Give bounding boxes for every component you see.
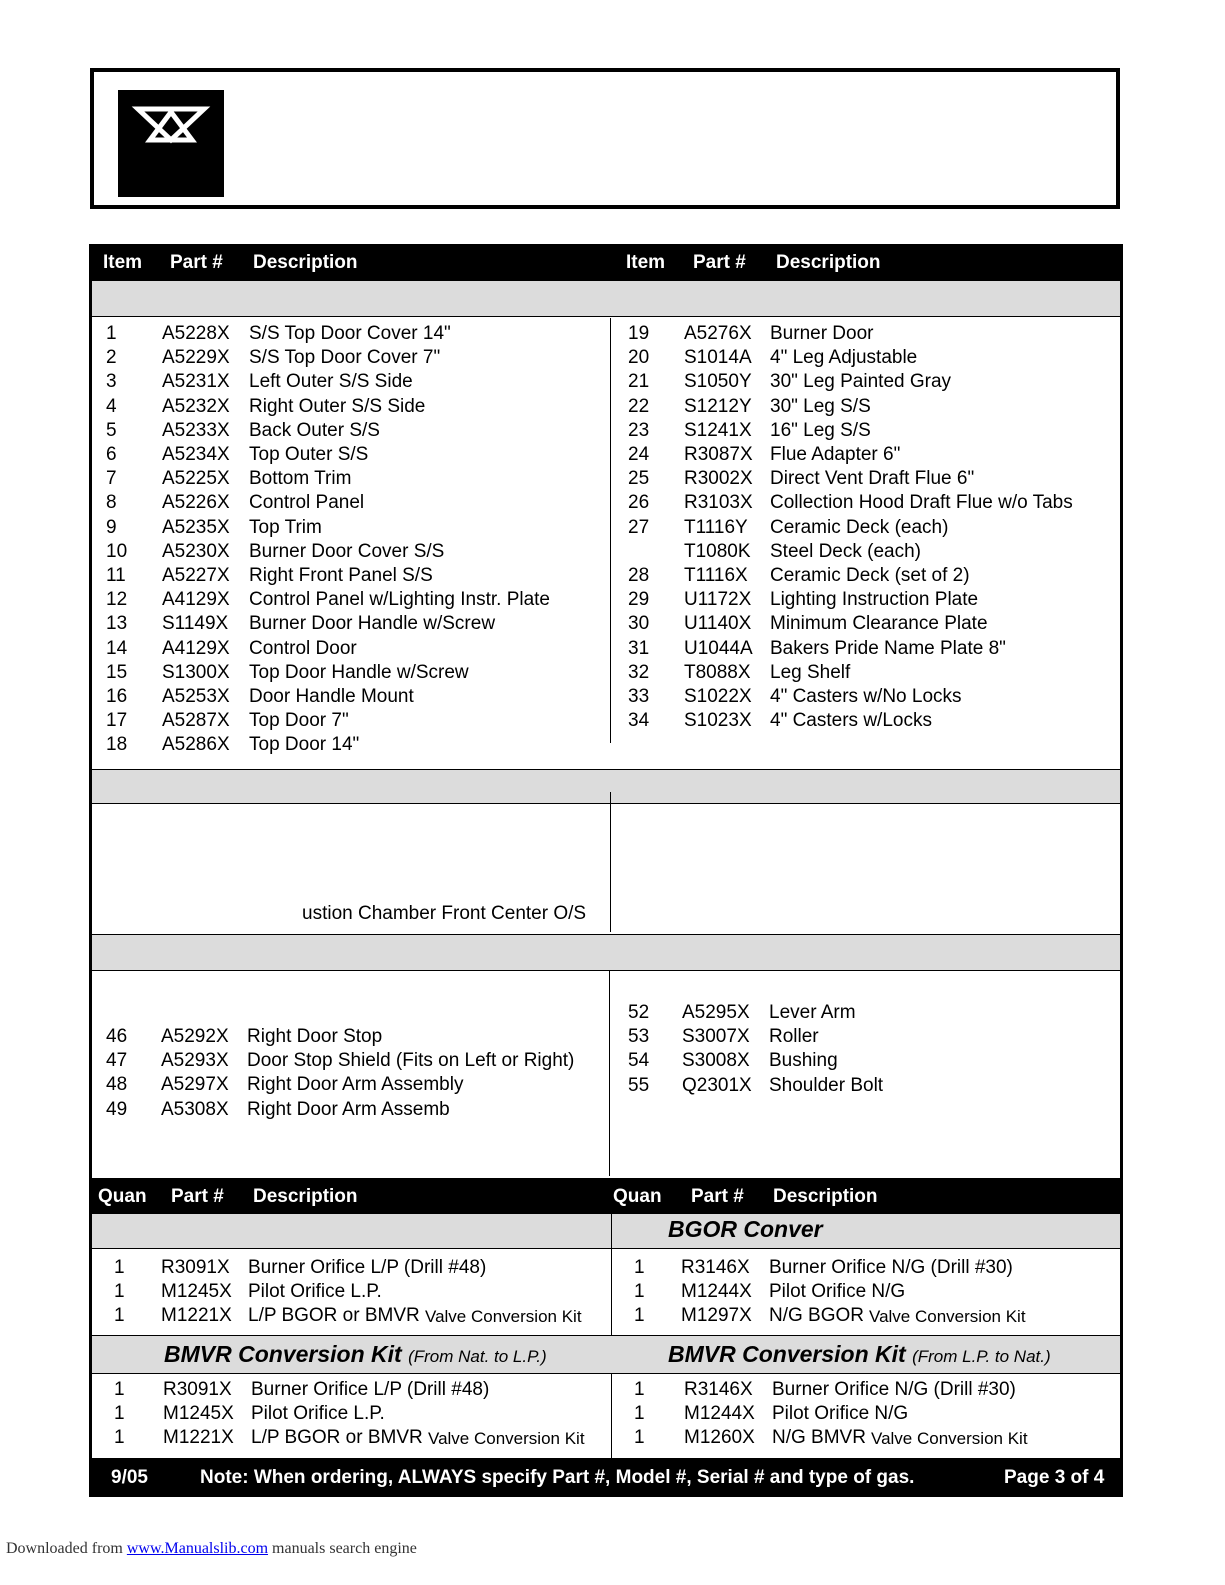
part-description: Lighting Instruction Plate — [770, 589, 979, 611]
part-row — [628, 1074, 1108, 1098]
kit-header-bar — [89, 1178, 1123, 1213]
part-description: Collection Hood Draft Flue w/o Tabs — [770, 492, 1073, 514]
part-row — [628, 370, 1108, 394]
part-row — [106, 443, 606, 467]
part-description: Control Door — [249, 637, 357, 659]
part-number: S1014A — [684, 347, 752, 369]
item-number: 47 — [106, 1050, 128, 1072]
section-band-1 — [92, 280, 1120, 317]
part-row — [628, 1049, 1108, 1073]
part-row — [106, 709, 606, 733]
part-row — [106, 467, 606, 491]
part-description: Burner Orifice N/G (Drill #30) — [772, 1379, 1016, 1400]
part-row — [628, 1025, 1108, 1049]
col-part-header-right: Part # — [693, 252, 746, 273]
item-number: 27 — [628, 516, 650, 538]
kit-row — [114, 1304, 614, 1328]
kit-row — [634, 1402, 1134, 1426]
part-number: A5235X — [162, 516, 230, 538]
part-number: A5231X — [162, 371, 230, 393]
bgor-band — [92, 1213, 1120, 1249]
quantity: 1 — [114, 1427, 125, 1449]
part-description: Right Front Panel S/S — [249, 565, 433, 586]
item-number: 48 — [106, 1074, 128, 1096]
kit-row — [634, 1304, 1134, 1328]
part-description: 4" Casters w/No Locks — [770, 686, 962, 707]
download-line — [6, 1540, 417, 1558]
part-number: A5276X — [684, 323, 752, 344]
part-number: A5286X — [162, 734, 230, 756]
footer-page: Page 3 of 4 — [1004, 1467, 1105, 1488]
part-number: M1245X — [161, 1281, 232, 1303]
item-number: 10 — [106, 540, 128, 562]
item-number: 4 — [106, 395, 117, 417]
part-number: T1080K — [684, 540, 751, 562]
part-description: 30" Leg Painted Gray — [770, 371, 952, 393]
part-description: 4" Casters w/Locks — [770, 710, 932, 732]
part-description: Bottom Trim — [249, 468, 352, 490]
part-row — [106, 733, 606, 757]
part-row — [106, 322, 606, 346]
part-number: A5228X — [162, 323, 230, 344]
part-row — [628, 685, 1108, 709]
kit-row — [114, 1426, 614, 1450]
item-number: 8 — [106, 492, 117, 514]
item-number: 16 — [106, 686, 128, 707]
part-description: S/S Top Door Cover 7" — [249, 347, 441, 369]
kit-row — [114, 1402, 614, 1426]
col-description-header-right: Description — [776, 252, 881, 273]
part-row — [628, 540, 1108, 564]
part-number: R3146X — [684, 1379, 753, 1400]
col-item-header: Item — [103, 252, 143, 273]
item-number: 1 — [106, 323, 117, 344]
part-number: A4129X — [162, 637, 230, 659]
part-description: Control Panel — [249, 492, 365, 514]
part-row — [106, 540, 606, 564]
part-number: T1116X — [684, 565, 748, 586]
item-number: 25 — [628, 468, 650, 490]
item-number: 30 — [628, 613, 650, 635]
part-description: Roller — [769, 1026, 819, 1048]
part-number: U1044A — [684, 637, 753, 659]
part-description: Control Panel w/Lighting Instr. Plate — [249, 589, 551, 611]
part-description: Burner Orifice L/P (Drill #48) — [251, 1379, 490, 1400]
part-row — [106, 1049, 606, 1073]
part-number: A5308X — [161, 1098, 229, 1120]
item-number: 55 — [628, 1074, 650, 1096]
part-number: S1300X — [162, 661, 230, 683]
part-row — [628, 588, 1108, 612]
col-quan-header-right: Quan — [613, 1186, 662, 1207]
part-description: Shoulder Bolt — [769, 1074, 884, 1096]
part-description: Ceramic Deck (set of 2) — [770, 565, 970, 586]
part-number: R3091X — [163, 1379, 232, 1400]
part-description-extra: Valve Conversion Kit — [871, 1429, 1028, 1449]
footer-bar — [89, 1458, 1123, 1497]
part-number: A5297X — [161, 1074, 229, 1096]
part-row — [628, 709, 1108, 733]
column-divider-1 — [610, 318, 611, 743]
part-row — [106, 612, 606, 636]
part-row — [628, 637, 1108, 661]
item-number: 33 — [628, 686, 650, 707]
item-number: 54 — [628, 1050, 650, 1072]
part-description: Top Door 7" — [249, 710, 349, 732]
part-number: M1297X — [681, 1305, 752, 1327]
part-description-extra: Valve Conversion Kit — [428, 1429, 585, 1449]
download-prefix: Downloaded from — [6, 1540, 127, 1557]
item-number: 31 — [628, 637, 650, 659]
item-number: 12 — [106, 589, 128, 611]
item-number: 11 — [106, 565, 126, 586]
part-number: A5227X — [162, 565, 230, 586]
part-number: A5232X — [162, 395, 230, 417]
part-description: Burner Door Cover S/S — [249, 540, 445, 562]
part-number: S1022X — [684, 686, 752, 707]
item-number: 53 — [628, 1026, 650, 1048]
part-description: Back Outer S/S — [249, 419, 380, 441]
col-description-header: Description — [253, 252, 358, 273]
bmvr-left-title-block — [164, 1341, 547, 1368]
part-description: Flue Adapter 6" — [770, 444, 901, 465]
part-number: A5229X — [162, 347, 230, 369]
part-description: N/G BGOR — [769, 1305, 865, 1327]
part-row — [106, 346, 606, 370]
quantity: 1 — [114, 1379, 125, 1400]
item-number: 23 — [628, 419, 650, 441]
part-number: A5226X — [162, 492, 230, 514]
quantity: 1 — [114, 1305, 125, 1327]
part-description: Lever Arm — [769, 1002, 856, 1023]
item-number: 18 — [106, 734, 128, 756]
part-description: Burner Door Handle w/Screw — [249, 613, 496, 635]
col-description-header-kit: Description — [253, 1186, 358, 1207]
item-number: 28 — [628, 565, 650, 586]
footer-date: 9/05 — [111, 1467, 148, 1488]
part-description: Pilot Orifice N/G — [772, 1403, 909, 1425]
part-description: Door Handle Mount — [249, 686, 414, 707]
quantity: 1 — [634, 1379, 645, 1400]
part-row — [106, 516, 606, 540]
part-description: Pilot Orifice L.P. — [251, 1403, 385, 1425]
item-number: 7 — [106, 468, 117, 490]
part-number: M1260X — [684, 1427, 755, 1449]
col-part-header-kit: Part # — [171, 1186, 224, 1207]
part-number: A4129X — [162, 589, 230, 611]
col-quan-header: Quan — [98, 1186, 147, 1207]
part-row — [628, 443, 1108, 467]
kit-row — [634, 1426, 1134, 1450]
part-description: Right Outer S/S Side — [249, 395, 426, 417]
part-description: Direct Vent Draft Flue 6" — [770, 468, 975, 490]
bmvr-left-subtitle: (From Nat. to L.P.) — [408, 1347, 547, 1366]
part-row — [628, 322, 1108, 346]
part-row — [628, 467, 1108, 491]
kit-row — [114, 1280, 614, 1304]
part-description: Right Door Arm Assemb — [247, 1098, 450, 1120]
part-number: A5233X — [162, 419, 230, 441]
part-row — [106, 661, 606, 685]
bmvr-right-subtitle: (From L.P. to Nat.) — [912, 1347, 1051, 1366]
part-description: Minimum Clearance Plate — [770, 613, 988, 635]
part-number: S1149X — [162, 613, 229, 635]
part-row — [628, 346, 1108, 370]
header-box — [90, 68, 1120, 209]
col-part-header-kit-right: Part # — [691, 1186, 744, 1207]
part-row — [106, 491, 606, 515]
parts-header-bar — [89, 244, 1123, 280]
part-row — [628, 1001, 1108, 1025]
part-row — [106, 1073, 606, 1097]
part-number: S1023X — [684, 710, 752, 732]
column-divider-3 — [609, 971, 610, 1176]
item-number: 52 — [628, 1002, 650, 1023]
part-row — [628, 516, 1108, 540]
item-number: 14 — [106, 637, 128, 659]
part-row — [628, 419, 1108, 443]
item-number: 6 — [106, 444, 117, 465]
item-number: 26 — [628, 492, 650, 514]
part-number: A5230X — [162, 540, 230, 562]
part-row — [628, 395, 1108, 419]
part-row — [106, 370, 606, 394]
item-number: 13 — [106, 613, 128, 635]
part-row — [106, 395, 606, 419]
part-number: A5253X — [162, 686, 230, 707]
col-item-header-right: Item — [626, 252, 666, 273]
kit-row — [114, 1378, 614, 1402]
part-row — [106, 685, 606, 709]
part-description: Burner Orifice N/G (Drill #30) — [769, 1257, 1013, 1278]
part-description: Ceramic Deck (each) — [770, 516, 949, 538]
item-number: 34 — [628, 710, 650, 732]
part-description: Burner Orifice L/P (Drill #48) — [248, 1257, 487, 1278]
download-suffix: manuals search engine — [268, 1540, 417, 1557]
part-description-extra: Valve Conversion Kit — [869, 1307, 1026, 1327]
part-description: L/P BGOR or BMVR — [248, 1305, 420, 1327]
section-band-2 — [92, 769, 1120, 804]
manualslib-link[interactable]: www.Manualslib.com — [126, 1540, 269, 1557]
part-description: Left Outer S/S Side — [249, 371, 413, 393]
part-number: U1140X — [684, 613, 752, 635]
part-row — [106, 1098, 606, 1122]
part-number: R3103X — [684, 492, 753, 514]
part-row — [106, 564, 606, 588]
part-description: Door Stop Shield (Fits on Left or Right) — [247, 1050, 575, 1072]
quantity: 1 — [634, 1257, 645, 1278]
part-number: T8088X — [684, 661, 751, 683]
part-number: A5292X — [161, 1026, 229, 1047]
part-number: M1245X — [163, 1403, 234, 1425]
item-number: 29 — [628, 589, 650, 611]
part-row — [106, 1025, 606, 1049]
part-row — [106, 637, 606, 661]
section2-text: ustion Chamber Front Center O/S — [302, 903, 587, 924]
part-number: S1050Y — [684, 371, 752, 393]
item-number: 5 — [106, 419, 117, 441]
quantity: 1 — [114, 1257, 125, 1278]
part-number: M1244X — [681, 1281, 752, 1303]
item-number: 17 — [106, 710, 128, 732]
item-number: 2 — [106, 347, 117, 369]
part-description: Bakers Pride Name Plate 8" — [770, 637, 1006, 659]
bmvr-right-title-block — [668, 1341, 1051, 1368]
part-description: Top Door 14" — [249, 734, 360, 756]
part-row — [628, 612, 1108, 636]
item-number: 49 — [106, 1098, 128, 1120]
part-description: N/G BMVR — [772, 1427, 866, 1449]
part-number: S1241X — [684, 419, 752, 441]
part-number: A5295X — [682, 1002, 750, 1023]
part-description: Top Door Handle w/Screw — [249, 661, 469, 683]
part-number: R3087X — [684, 444, 753, 465]
part-description: S/S Top Door Cover 14" — [249, 323, 451, 344]
part-number: R3091X — [161, 1257, 230, 1278]
part-number: R3146X — [681, 1257, 750, 1278]
column-divider-2 — [610, 792, 611, 932]
col-part-header: Part # — [170, 252, 223, 273]
part-description: L/P BGOR or BMVR — [251, 1427, 423, 1449]
quantity: 1 — [114, 1403, 125, 1425]
item-number: 46 — [106, 1026, 128, 1047]
kit-row — [634, 1378, 1134, 1402]
kit-row — [634, 1280, 1134, 1304]
bgor-right-title: BGOR Conver — [668, 1216, 823, 1242]
part-description: Burner Door — [770, 323, 874, 344]
part-description: Top Outer S/S — [249, 444, 369, 465]
part-description: Bushing — [769, 1050, 838, 1072]
part-description: 16" Leg S/S — [770, 419, 871, 441]
part-description: Right Door Arm Assembly — [247, 1074, 464, 1096]
part-number: M1221X — [161, 1305, 232, 1327]
part-row — [628, 661, 1108, 685]
bmvr-left-title: BMVR Conversion Kit — [164, 1341, 402, 1367]
part-number: S3007X — [682, 1026, 750, 1048]
quantity: 1 — [634, 1281, 645, 1303]
part-number: R3002X — [684, 468, 753, 490]
item-number: 20 — [628, 347, 650, 369]
bmvr-right-title: BMVR Conversion Kit — [668, 1341, 906, 1367]
bakers-pride-logo-icon — [118, 90, 224, 197]
part-description: Steel Deck (each) — [770, 540, 922, 562]
item-number: 21 — [628, 371, 650, 393]
part-row — [106, 419, 606, 443]
part-row — [628, 491, 1108, 515]
item-number: 3 — [106, 371, 117, 393]
item-number: 9 — [106, 516, 117, 538]
kit-row — [114, 1256, 614, 1280]
part-number: T1116Y — [684, 516, 748, 538]
part-number: M1244X — [684, 1403, 755, 1425]
part-description: Pilot Orifice N/G — [769, 1281, 906, 1303]
part-description: Pilot Orifice L.P. — [248, 1281, 382, 1303]
quantity: 1 — [634, 1305, 645, 1327]
item-number: 19 — [628, 323, 650, 344]
part-description-extra: Valve Conversion Kit — [425, 1307, 582, 1327]
item-number: 24 — [628, 444, 650, 465]
part-number: M1221X — [163, 1427, 234, 1449]
part-number: Q2301X — [682, 1074, 752, 1096]
quantity: 1 — [634, 1403, 645, 1425]
part-description: 4" Leg Adjustable — [770, 347, 918, 369]
kit-row — [634, 1256, 1134, 1280]
part-row — [628, 564, 1108, 588]
part-number: S3008X — [682, 1050, 750, 1072]
footer-note: Note: When ordering, ALWAYS specify Part #, Model #, Serial # and type of gas. — [200, 1467, 915, 1488]
col-description-header-kit-right: Description — [773, 1186, 878, 1207]
part-description: 30" Leg S/S — [770, 395, 871, 417]
part-description: Leg Shelf — [770, 661, 851, 683]
quantity: 1 — [634, 1427, 645, 1449]
part-number: U1172X — [684, 589, 752, 611]
item-number: 15 — [106, 661, 128, 683]
item-number: 22 — [628, 395, 650, 417]
item-number: 32 — [628, 661, 650, 683]
part-number: A5234X — [162, 444, 230, 465]
section-band-3 — [92, 934, 1120, 971]
quantity: 1 — [114, 1281, 125, 1303]
part-number: S1212Y — [684, 395, 752, 417]
part-description: Top Trim — [249, 516, 322, 538]
part-number: A5225X — [162, 468, 230, 490]
part-number: A5293X — [161, 1050, 229, 1072]
part-number: A5287X — [162, 710, 230, 732]
part-row — [106, 588, 606, 612]
part-description: Right Door Stop — [247, 1026, 383, 1047]
